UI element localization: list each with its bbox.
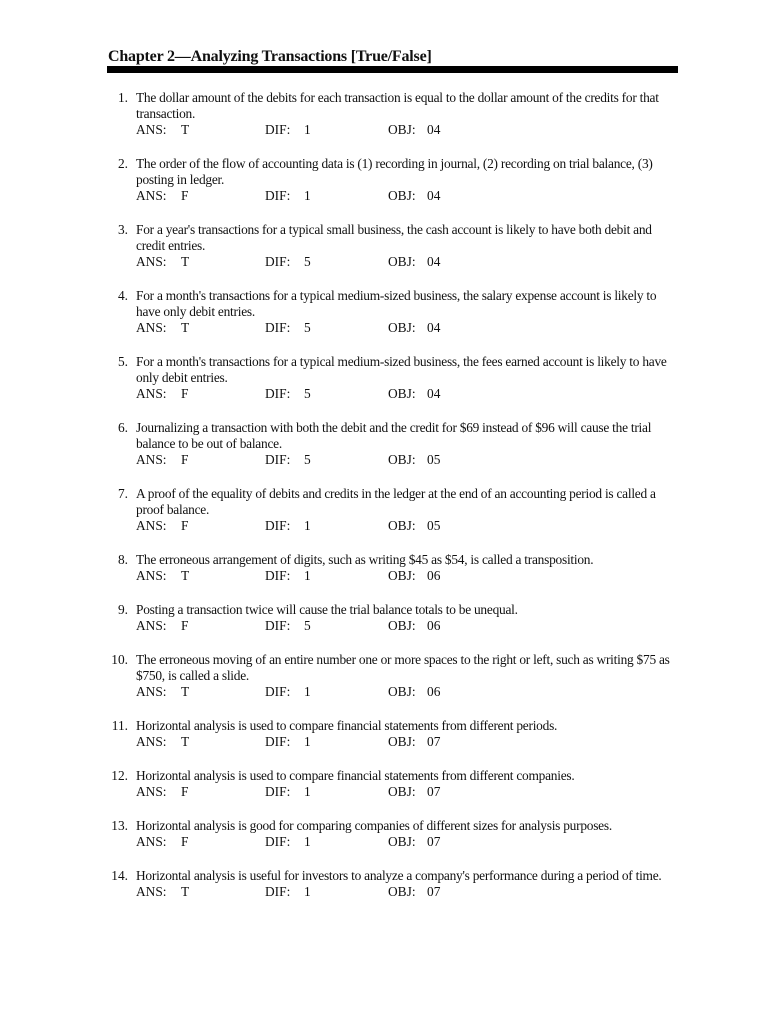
objective-value: 07 — [427, 784, 441, 799]
question-item — [0, 288, 768, 336]
objective-value: 07 — [427, 884, 441, 899]
title-rule — [107, 66, 678, 73]
objective-value: 06 — [427, 684, 441, 699]
difficulty-label: DIF: — [265, 254, 291, 269]
question-text: Horizontal analysis is used to compare financial statements from different companies. — [136, 768, 575, 783]
difficulty-label: DIF: — [265, 684, 291, 699]
question-number: 2. — [117, 156, 128, 171]
answer-value: T — [181, 122, 190, 137]
difficulty-value: 1 — [304, 734, 311, 749]
question-number: 14. — [111, 868, 128, 883]
difficulty-value: 1 — [304, 568, 311, 583]
answer-value: F — [181, 784, 189, 799]
question-item — [0, 602, 768, 634]
difficulty-label: DIF: — [265, 568, 291, 583]
difficulty-label: DIF: — [265, 518, 291, 533]
question-list — [0, 90, 768, 918]
difficulty-value: 1 — [304, 518, 311, 533]
objective-label: OBJ: — [388, 518, 416, 533]
objective-label: OBJ: — [388, 834, 416, 849]
question-meta — [136, 452, 768, 468]
answer-label: ANS: — [136, 884, 167, 899]
question-text: For a month's transactions for a typical medium-sized business, the salary expense account is likely to have only debit entries. — [136, 288, 657, 319]
difficulty-label: DIF: — [265, 734, 291, 749]
answer-value: T — [181, 254, 190, 269]
answer-value: F — [181, 834, 189, 849]
objective-label: OBJ: — [388, 254, 416, 269]
question-meta — [136, 684, 768, 700]
difficulty-label: DIF: — [265, 188, 291, 203]
answer-label: ANS: — [136, 618, 167, 633]
objective-label: OBJ: — [388, 684, 416, 699]
answer-label: ANS: — [136, 568, 167, 583]
objective-label: OBJ: — [388, 784, 416, 799]
question-meta — [136, 122, 768, 138]
question-item — [0, 486, 768, 534]
question-number: 1. — [117, 90, 128, 105]
difficulty-value: 5 — [304, 618, 311, 633]
answer-label: ANS: — [136, 254, 167, 269]
answer-label: ANS: — [136, 320, 167, 335]
answer-value: T — [181, 684, 190, 699]
answer-label: ANS: — [136, 734, 167, 749]
question-item — [0, 156, 768, 204]
question-number: 8. — [117, 552, 128, 567]
question-text: Horizontal analysis is useful for investors to analyze a company's performance during a period of time. — [136, 868, 662, 883]
question-number: 7. — [117, 486, 128, 501]
objective-value: 07 — [427, 734, 441, 749]
answer-value: T — [181, 734, 190, 749]
answer-value: T — [181, 568, 190, 583]
objective-label: OBJ: — [388, 734, 416, 749]
difficulty-value: 1 — [304, 122, 311, 137]
objective-label: OBJ: — [388, 618, 416, 633]
question-meta — [136, 734, 768, 750]
difficulty-value: 5 — [304, 386, 311, 401]
objective-value: 06 — [427, 618, 441, 633]
question-item — [0, 222, 768, 270]
question-item — [0, 818, 768, 850]
question-meta — [136, 518, 768, 534]
question-number: 3. — [117, 222, 128, 237]
answer-label: ANS: — [136, 122, 167, 137]
question-text: A proof of the equality of debits and credits in the ledger at the end of an accounting period is called a proof balance. — [136, 486, 656, 517]
question-meta — [136, 320, 768, 336]
objective-value: 04 — [427, 122, 441, 137]
question-number: 4. — [117, 288, 128, 303]
answer-value: F — [181, 188, 189, 203]
question-number: 5. — [117, 354, 128, 369]
question-number: 12. — [111, 768, 128, 783]
question-meta — [136, 568, 768, 584]
question-item — [0, 718, 768, 750]
question-item — [0, 420, 768, 468]
question-number: 6. — [117, 420, 128, 435]
question-text: For a month's transactions for a typical medium-sized business, the fees earned account is likely to have only debit entries. — [136, 354, 667, 385]
answer-label: ANS: — [136, 188, 167, 203]
objective-label: OBJ: — [388, 188, 416, 203]
question-meta — [136, 188, 768, 204]
answer-label: ANS: — [136, 518, 167, 533]
question-meta — [136, 834, 768, 850]
answer-label: ANS: — [136, 452, 167, 467]
chapter-title: Chapter 2—Analyzing Transactions [True/False] — [108, 48, 432, 65]
question-number: 11. — [111, 718, 128, 733]
question-item — [0, 354, 768, 402]
question-text: The order of the flow of accounting data is (1) recording in journal, (2) recording on trial balance, (3) posting in ledger. — [136, 156, 653, 187]
question-number: 13. — [111, 818, 128, 833]
answer-value: T — [181, 320, 190, 335]
objective-value: 07 — [427, 834, 441, 849]
difficulty-label: DIF: — [265, 452, 291, 467]
difficulty-value: 1 — [304, 834, 311, 849]
difficulty-value: 5 — [304, 254, 311, 269]
objective-value: 04 — [427, 386, 441, 401]
difficulty-value: 5 — [304, 320, 311, 335]
answer-value: F — [181, 386, 189, 401]
question-number: 9. — [117, 602, 128, 617]
question-text: Posting a transaction twice will cause the trial balance totals to be unequal. — [136, 602, 518, 617]
objective-label: OBJ: — [388, 386, 416, 401]
question-meta — [136, 254, 768, 270]
answer-label: ANS: — [136, 684, 167, 699]
answer-label: ANS: — [136, 784, 167, 799]
question-meta — [136, 784, 768, 800]
difficulty-value: 1 — [304, 784, 311, 799]
difficulty-label: DIF: — [265, 884, 291, 899]
question-text: Journalizing a transaction with both the debit and the credit for $69 instead of $96 will cause the trial balance to be out of balance. — [136, 420, 652, 451]
objective-label: OBJ: — [388, 884, 416, 899]
difficulty-label: DIF: — [265, 784, 291, 799]
objective-value: 05 — [427, 518, 441, 533]
answer-value: T — [181, 884, 190, 899]
objective-label: OBJ: — [388, 568, 416, 583]
difficulty-label: DIF: — [265, 386, 291, 401]
objective-value: 04 — [427, 320, 441, 335]
difficulty-value: 1 — [304, 684, 311, 699]
answer-label: ANS: — [136, 834, 167, 849]
answer-value: F — [181, 452, 189, 467]
answer-value: F — [181, 618, 189, 633]
question-text: The dollar amount of the debits for each transaction is equal to the dollar amount of the credits for that transaction. — [136, 90, 659, 121]
objective-value: 04 — [427, 188, 441, 203]
question-text: Horizontal analysis is used to compare financial statements from different periods. — [136, 718, 558, 733]
objective-value: 06 — [427, 568, 441, 583]
objective-label: OBJ: — [388, 320, 416, 335]
question-item — [0, 652, 768, 700]
question-item — [0, 90, 768, 138]
difficulty-label: DIF: — [265, 618, 291, 633]
question-number: 10. — [111, 652, 128, 667]
question-text: Horizontal analysis is good for comparing companies of different sizes for analysis purposes. — [136, 818, 612, 833]
question-text: The erroneous moving of an entire number one or more spaces to the right or left, such as writing $75 as $750, is called a slide. — [136, 652, 670, 683]
difficulty-label: DIF: — [265, 834, 291, 849]
objective-value: 04 — [427, 254, 441, 269]
answer-value: F — [181, 518, 189, 533]
difficulty-label: DIF: — [265, 320, 291, 335]
question-meta — [136, 386, 768, 402]
difficulty-label: DIF: — [265, 122, 291, 137]
question-text: For a year's transactions for a typical small business, the cash account is likely to have both debit and credit entries. — [136, 222, 652, 253]
question-item — [0, 552, 768, 584]
question-item — [0, 868, 768, 900]
difficulty-value: 1 — [304, 188, 311, 203]
answer-label: ANS: — [136, 386, 167, 401]
question-meta — [136, 618, 768, 634]
question-item — [0, 768, 768, 800]
question-meta — [136, 884, 768, 900]
question-text: The erroneous arrangement of digits, such as writing $45 as $54, is called a transposition. — [136, 552, 594, 567]
objective-label: OBJ: — [388, 122, 416, 137]
difficulty-value: 5 — [304, 452, 311, 467]
objective-value: 05 — [427, 452, 441, 467]
difficulty-value: 1 — [304, 884, 311, 899]
objective-label: OBJ: — [388, 452, 416, 467]
